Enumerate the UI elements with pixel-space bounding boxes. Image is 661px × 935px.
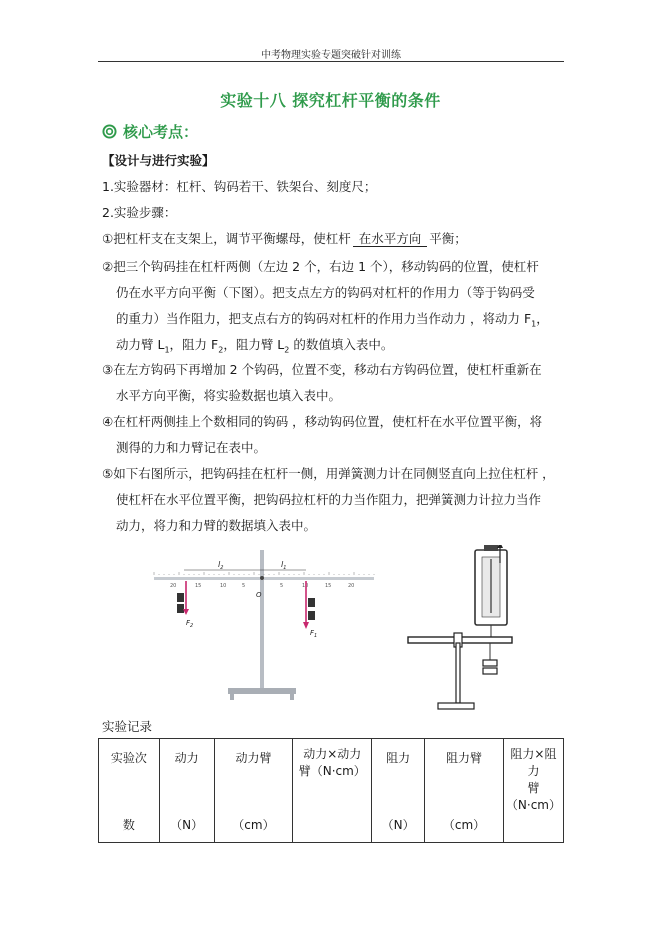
stand-foot bbox=[290, 694, 294, 700]
step-1-text: ①把杠杆支在支架上，调节平衡螺母，使杠杆 bbox=[102, 231, 351, 246]
ruler-label: 15 bbox=[325, 583, 332, 589]
step-2-line-3 bbox=[116, 310, 549, 334]
record-label: 实验记录 bbox=[102, 719, 153, 734]
ruler-label: 20 bbox=[348, 583, 355, 589]
equipment-line: 1.实验器材：杠杆、钩码若干、铁架台、刻度尺； bbox=[102, 179, 377, 194]
step-2-text: 动力臂 L bbox=[116, 337, 165, 352]
stand-pole bbox=[260, 550, 264, 690]
hook-weight bbox=[308, 598, 315, 607]
spring-balance-figure bbox=[408, 545, 512, 709]
step-3-line-1: ③在左方钩码下再增加 2 个钩码，位置不变，移动右方钩码位置，使杠杆重新在 bbox=[102, 362, 542, 377]
table-header-row bbox=[99, 739, 564, 843]
step-3-line-2: 水平方向平衡，将实验数据也填入表中。 bbox=[116, 388, 342, 403]
step-5-line-1: ⑤如下右图所示，把钩码挂在杠杆一侧，用弹簧测力计在同侧竖直向上拉住杠杆 ， bbox=[102, 466, 555, 481]
ruler-label: 5 bbox=[242, 583, 246, 589]
arm-l1-label: $l_1$ bbox=[281, 560, 287, 571]
spring-balance-top bbox=[484, 545, 498, 551]
lever-on-stand-figure bbox=[154, 550, 374, 700]
steps-label: 2.实验步骤： bbox=[102, 205, 177, 220]
column-header: 阻力×阻力 臂（N·cm） bbox=[503, 739, 563, 843]
hook-weight bbox=[177, 593, 184, 602]
arm-l2-label: $l_2$ bbox=[218, 560, 224, 571]
hook-weight bbox=[483, 668, 497, 674]
hook-weight bbox=[483, 660, 497, 666]
step-2-line-1: ②把三个钩码挂在杠杆两侧（左边 2 个，右边 1 个），移动钩码的位置，使杠杆 bbox=[102, 259, 539, 274]
step-4-line-1: ④在杠杆两侧挂上个数相同的钩码 ，移动钩码位置，使杠杆在水平位置平衡，将 bbox=[102, 414, 543, 429]
ruler-label: 10 bbox=[302, 583, 309, 589]
step-2-text: 的重力）当作阻力，把支点右方的钩码对杠杆的作用力当作动力 ，将动力 F bbox=[116, 311, 532, 326]
fill-blank-answer: 在水平方向 bbox=[353, 232, 428, 247]
record-table bbox=[98, 738, 564, 843]
step-1-end: 平衡； bbox=[429, 231, 467, 246]
ruler-label: 10 bbox=[220, 583, 227, 589]
subscript: 2 bbox=[284, 345, 290, 355]
page-title: 实验十八 探究杠杆平衡的条件 bbox=[220, 91, 441, 110]
column-header: 实验次 数 bbox=[99, 739, 160, 843]
target-circle-icon bbox=[102, 124, 117, 139]
stand-base-2 bbox=[438, 703, 474, 709]
column-header: 动力×动力 臂（N·cm） bbox=[293, 739, 372, 843]
ruler-label: 20 bbox=[170, 583, 177, 589]
subscript: 1 bbox=[531, 319, 537, 329]
pivot-point bbox=[260, 576, 264, 580]
hook-weight bbox=[308, 611, 315, 620]
subscript: 1 bbox=[164, 345, 170, 355]
column-header: 动力臂 （cm） bbox=[214, 739, 293, 843]
arrow-head-icon bbox=[303, 622, 309, 629]
running-header: 中考物理实验专题突破针对训练 bbox=[261, 50, 401, 61]
section-label: 核心考点： bbox=[123, 123, 199, 141]
step-1 bbox=[102, 230, 467, 248]
step-2-text: ，阻力臂 L bbox=[223, 337, 285, 352]
force-f1-label: $F_1$ bbox=[310, 629, 318, 639]
ruler-label: 5 bbox=[280, 583, 284, 589]
step-2-line-2: 仍在水平方向平衡（下图）。把支点左方的钩码对杠杆的作用力（等于钩码受 bbox=[116, 285, 535, 300]
lever-experiment-figures bbox=[150, 545, 530, 715]
lever-bar bbox=[154, 577, 374, 580]
subscript: 2 bbox=[218, 345, 224, 355]
section-heading bbox=[102, 121, 198, 142]
stand-foot bbox=[230, 694, 234, 700]
step-5-line-2: 使杠杆在水平位置平衡，把钩码拉杠杆的力当作阻力，把弹簧测力计拉力当作 bbox=[116, 492, 542, 507]
step-2-line-4 bbox=[116, 336, 393, 360]
step-2-text-end: ， bbox=[536, 311, 549, 326]
stand-pole-2 bbox=[456, 643, 460, 703]
column-header: 阻力臂 （cm） bbox=[425, 739, 504, 843]
force-f2-label: $F_2$ bbox=[186, 619, 194, 629]
step-2-text: 的数值填入表中。 bbox=[289, 337, 394, 352]
step-4-line-2: 测得的力和力臂记在表中。 bbox=[116, 440, 267, 455]
ruler-label: 15 bbox=[195, 583, 202, 589]
column-header: 阻力 （N） bbox=[372, 739, 425, 843]
column-header: 动力 （N） bbox=[159, 739, 214, 843]
step-2-text: ，阻力 F bbox=[169, 337, 219, 352]
stand-base bbox=[228, 688, 296, 694]
subheading: 【设计与进行实验】 bbox=[102, 153, 215, 168]
pivot-label: O bbox=[256, 591, 262, 599]
header-rule bbox=[98, 61, 564, 62]
step-5-line-3: 动力，将力和力臂的数据填入表中。 bbox=[116, 518, 317, 533]
hook-weight bbox=[177, 604, 184, 613]
